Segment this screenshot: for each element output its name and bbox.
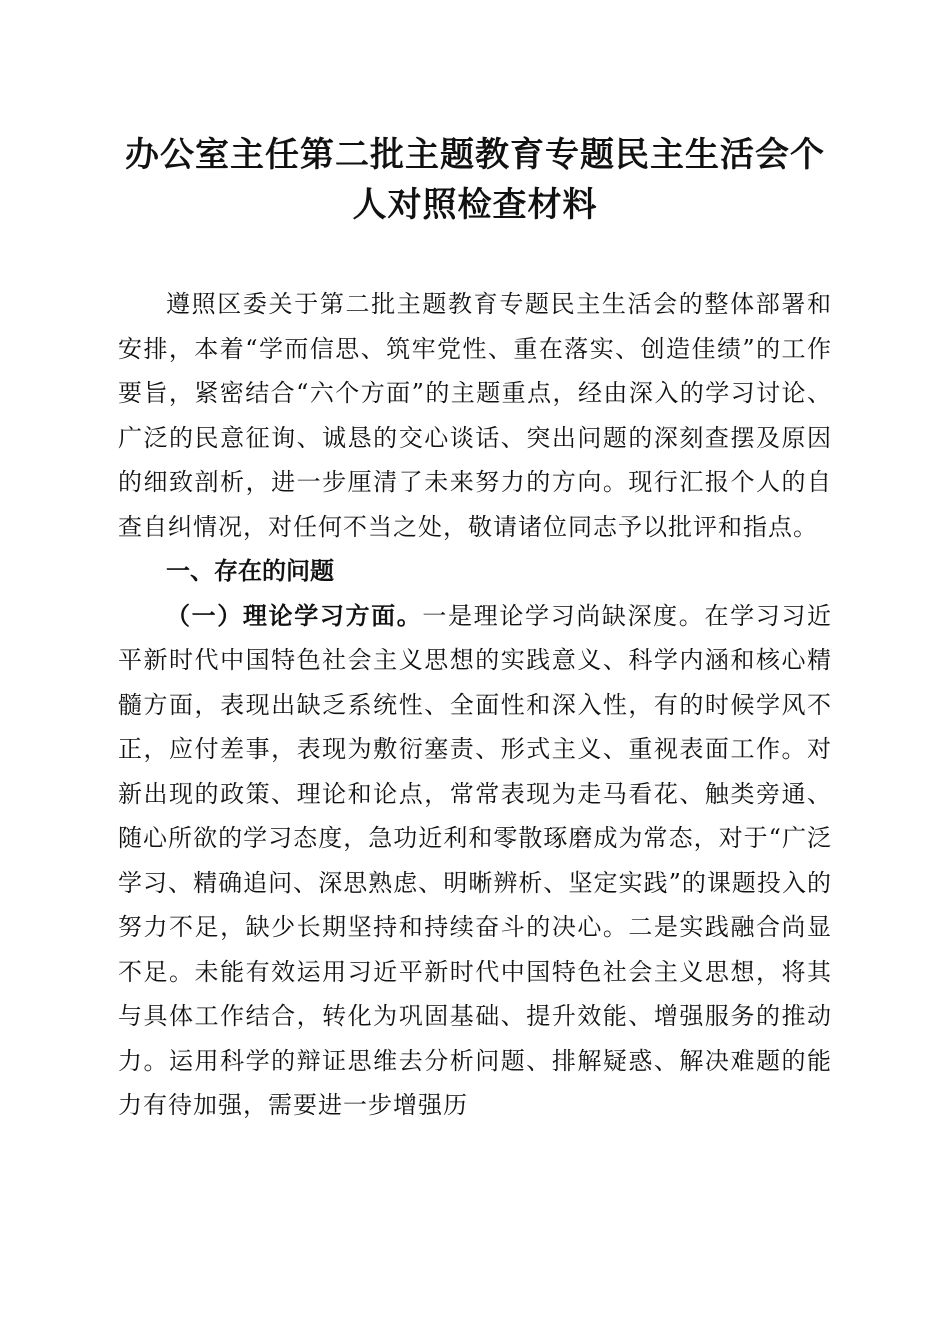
document-title: 办公室主任第二批主题教育专题民主生活会个人对照检查材料 — [125, 135, 825, 225]
subsection-label: （一）理论学习方面。 — [166, 600, 423, 630]
subsection-text: 一是理论学习尚缺深度。在学习习近平新时代中国特色社会主义思想的实践意义、科学内涵和核心精髓方面，表现出缺乏系统性、全面性和深入性，有的时候学风不正，应付差事，表现为敷衍塞责、形式主义、重视表面工作。对新出现的政策、理论和论点，常常表现为走马看花、触类旁通、随心所欲的学习态度，急功近利和零散琢磨成为常态，对于“广泛学习、精确追问、深思熟虑、明晰辨析、坚定实践”的课题投入的努力不足，缺少长期坚持和持续奋斗的决心。二是实践融合尚显不足。未能有效运用习近平新时代中国特色社会主义思想，将其与具体工作结合，转化为巩固基础、提升效能、增强服务的推动力。运用科学的辩证思维去分析问题、排解疑惑、解决难题的能力有待加强，需要进一步增强历 — [118, 601, 833, 1119]
section-heading-problems: 一、存在的问题 — [166, 556, 334, 585]
document-page — [118, 130, 832, 1128]
subsection-theory-study — [118, 594, 832, 1128]
intro-paragraph: 遵照区委关于第二批主题教育专题民主生活会的整体部署和安排，本着“学而信思、筑牢党性、重在落实、创造佳绩”的工作要旨，紧密结合“六个方面”的主题重点，经由深入的学习讨论、广泛的民意征询、诚恳的交心谈话、突出问题的深刻查摆及原因的细致剖析，进一步厘清了未来努力的方向。现行汇报个人的自查自纠情况，对任何不当之处，敬请诸位同志予以批评和指点。 — [118, 290, 832, 541]
document-body — [118, 282, 832, 1128]
